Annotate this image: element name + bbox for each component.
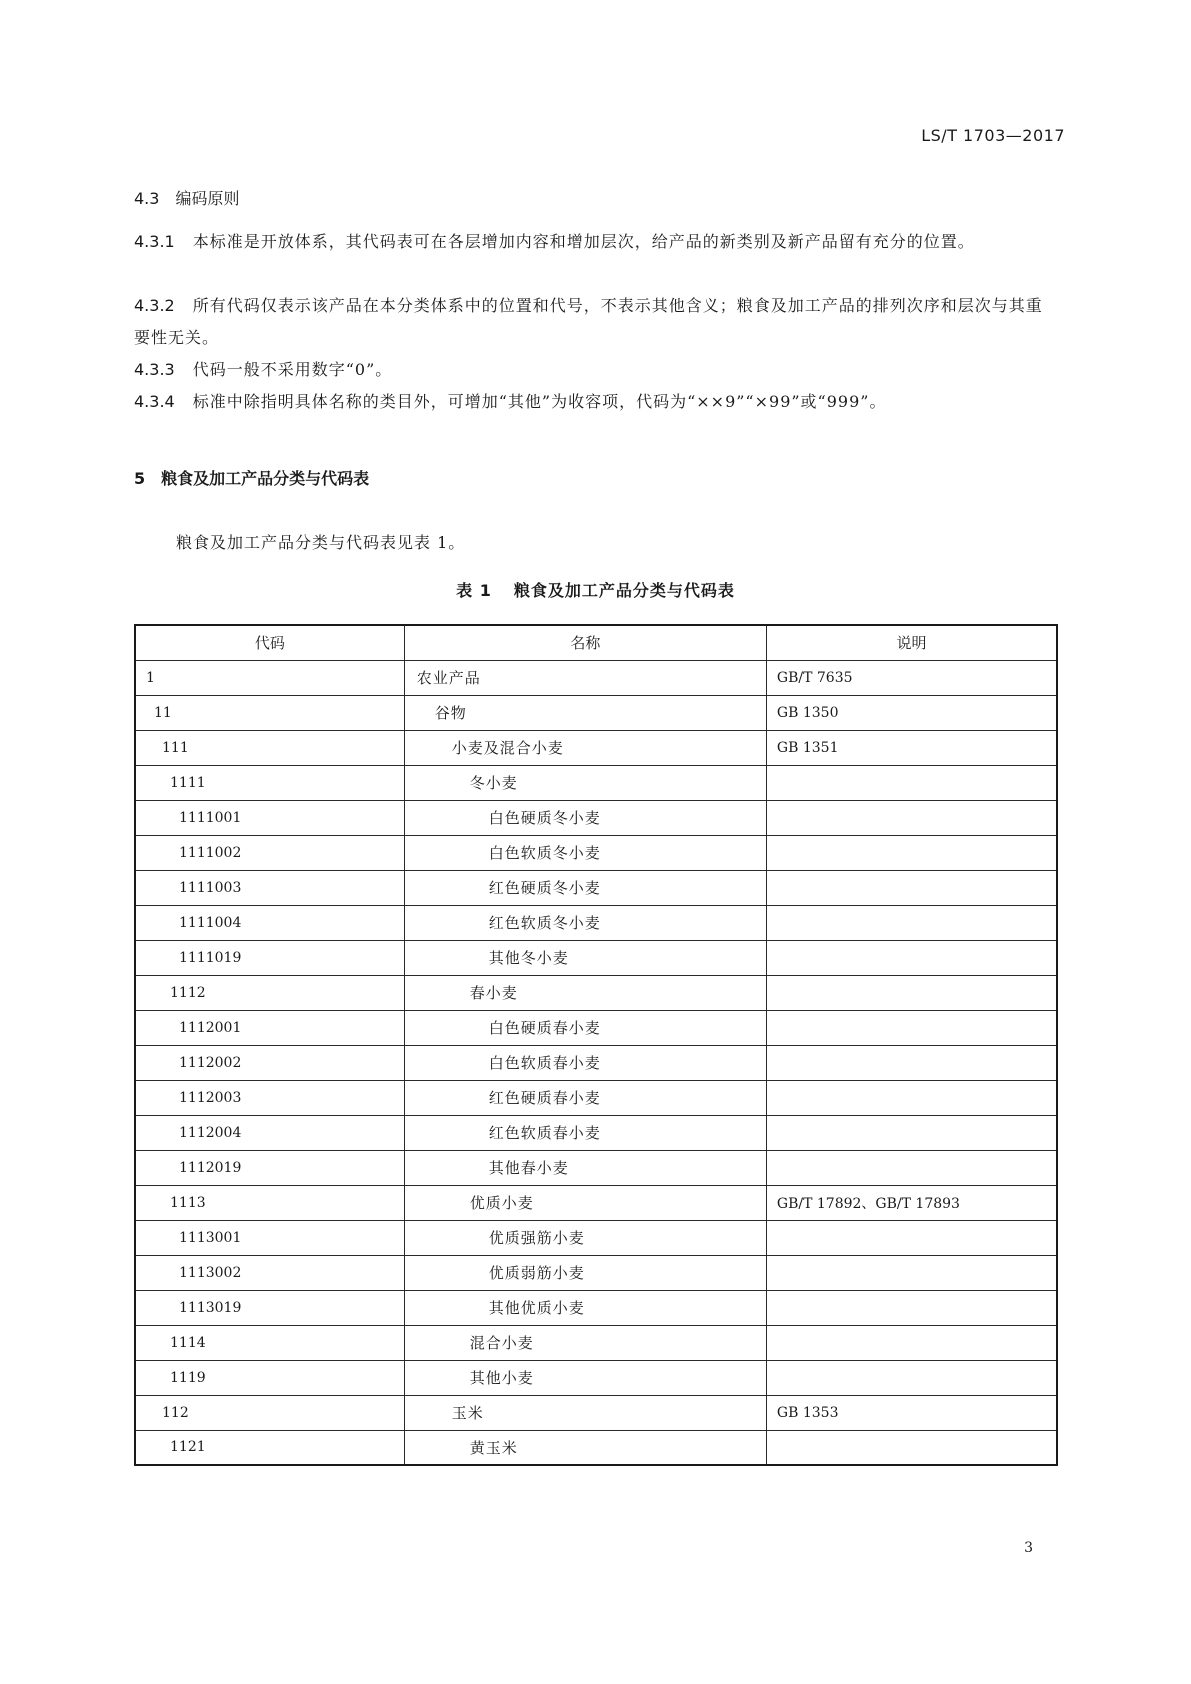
cell-note — [766, 1010, 1057, 1045]
section-number: 5 — [134, 469, 146, 488]
cell-code: 1112019 — [135, 1150, 404, 1185]
cell-name: 黄玉米 — [404, 1430, 766, 1465]
clause-number: 4.3.3 — [134, 360, 175, 379]
cell-note — [766, 1290, 1057, 1325]
cell-note — [766, 1150, 1057, 1185]
cell-code: 1114 — [135, 1325, 404, 1360]
standard-code: LS/T 1703—2017 — [921, 126, 1065, 145]
cell-code: 112 — [135, 1395, 404, 1430]
clause-text: 本标准是开放体系，其代码表可在各层增加内容和增加层次，给产品的新类别及新产品留有充分的位置。 — [192, 232, 975, 251]
cell-name: 白色软质春小麦 — [404, 1045, 766, 1080]
cell-name: 其他小麦 — [404, 1360, 766, 1395]
table-row — [135, 835, 1057, 870]
clause-text: 标准中除指明具体名称的类目外，可增加“其他”为收容项，代码为“××9”“×99”或“999”。 — [192, 392, 887, 411]
table-row — [135, 1325, 1057, 1360]
cell-note — [766, 1045, 1057, 1080]
cell-code: 1112001 — [135, 1010, 404, 1045]
table-row — [135, 1150, 1057, 1185]
cell-note — [766, 1115, 1057, 1150]
cell-name: 冬小麦 — [404, 765, 766, 800]
section-4-3-heading — [134, 186, 239, 209]
cell-name: 优质弱筋小麦 — [404, 1255, 766, 1290]
table-row — [135, 1045, 1057, 1080]
cell-name: 红色软质春小麦 — [404, 1115, 766, 1150]
table-row — [135, 800, 1057, 835]
table-row — [135, 905, 1057, 940]
cell-code: 1111003 — [135, 870, 404, 905]
cell-code: 1111002 — [135, 835, 404, 870]
cell-note — [766, 905, 1057, 940]
cell-note: GB 1353 — [766, 1395, 1057, 1430]
cell-code: 1121 — [135, 1430, 404, 1465]
cell-name: 其他春小麦 — [404, 1150, 766, 1185]
cell-name: 白色硬质冬小麦 — [404, 800, 766, 835]
cell-note: GB/T 7635 — [766, 660, 1057, 695]
cell-name: 春小麦 — [404, 975, 766, 1010]
cell-code: 1 — [135, 660, 404, 695]
section-5-heading — [134, 466, 369, 489]
cell-note — [766, 1080, 1057, 1115]
table-title: 粮食及加工产品分类与代码表 — [513, 581, 735, 600]
cell-note — [766, 975, 1057, 1010]
cell-code: 1113019 — [135, 1290, 404, 1325]
cell-code: 1111 — [135, 765, 404, 800]
header-code: 代码 — [135, 625, 404, 660]
table-row — [135, 660, 1057, 695]
section-5-paragraph: 粮食及加工产品分类与代码表见表 1。 — [176, 533, 466, 552]
cell-code: 1112003 — [135, 1080, 404, 1115]
table-row — [135, 1290, 1057, 1325]
cell-note — [766, 835, 1057, 870]
cell-note — [766, 765, 1057, 800]
table-row — [135, 940, 1057, 975]
header-name: 名称 — [404, 625, 766, 660]
cell-code: 111 — [135, 730, 404, 765]
table-row — [135, 1080, 1057, 1115]
clause-text: 代码一般不采用数字“0”。 — [192, 360, 393, 379]
table-row — [135, 1010, 1057, 1045]
section-title: 粮食及加工产品分类与代码表 — [161, 469, 370, 488]
cell-name: 白色软质冬小麦 — [404, 835, 766, 870]
table-row — [135, 1430, 1057, 1465]
cell-code: 1113001 — [135, 1220, 404, 1255]
cell-name: 农业产品 — [404, 660, 766, 695]
classification-code-table — [134, 624, 1058, 1466]
clause-4-3-4 — [134, 386, 1057, 418]
table-caption — [0, 578, 1191, 601]
table-row — [135, 1185, 1057, 1220]
table-row — [135, 1360, 1057, 1395]
cell-name: 其他优质小麦 — [404, 1290, 766, 1325]
table-row — [135, 1255, 1057, 1290]
table-row — [135, 1220, 1057, 1255]
table-row — [135, 975, 1057, 1010]
table-row — [135, 870, 1057, 905]
cell-code: 1112 — [135, 975, 404, 1010]
cell-code: 1113 — [135, 1185, 404, 1220]
cell-note — [766, 1220, 1057, 1255]
cell-code: 1111004 — [135, 905, 404, 940]
table-row — [135, 765, 1057, 800]
cell-code: 1119 — [135, 1360, 404, 1395]
clause-text: 所有代码仅表示该产品在本分类体系中的位置和代号，不表示其他含义；粮食及加工产品的排列次序和层次与其重要性无关。 — [134, 296, 1043, 347]
cell-note — [766, 940, 1057, 975]
clause-4-3-1 — [134, 226, 1057, 258]
cell-name: 其他冬小麦 — [404, 940, 766, 975]
cell-note — [766, 870, 1057, 905]
cell-name: 红色硬质春小麦 — [404, 1080, 766, 1115]
cell-note: GB 1351 — [766, 730, 1057, 765]
section-title: 编码原则 — [175, 189, 240, 208]
cell-name: 谷物 — [404, 695, 766, 730]
table-header-row — [135, 625, 1057, 660]
cell-code: 11 — [135, 695, 404, 730]
section-number: 4.3 — [134, 189, 160, 208]
cell-note: GB 1350 — [766, 695, 1057, 730]
cell-note — [766, 1255, 1057, 1290]
table-row — [135, 695, 1057, 730]
cell-name: 优质小麦 — [404, 1185, 766, 1220]
header-note: 说明 — [766, 625, 1057, 660]
cell-code: 1111019 — [135, 940, 404, 975]
clause-number: 4.3.2 — [134, 296, 175, 315]
table-label: 表 1 — [456, 581, 492, 600]
page-number: 3 — [1024, 1540, 1033, 1556]
cell-note — [766, 1430, 1057, 1465]
cell-name: 红色软质冬小麦 — [404, 905, 766, 940]
cell-name: 红色硬质冬小麦 — [404, 870, 766, 905]
cell-code: 1112002 — [135, 1045, 404, 1080]
table-row — [135, 1115, 1057, 1150]
table-row — [135, 1395, 1057, 1430]
cell-name: 优质强筋小麦 — [404, 1220, 766, 1255]
table-row — [135, 730, 1057, 765]
clause-number: 4.3.1 — [134, 232, 175, 251]
cell-name: 小麦及混合小麦 — [404, 730, 766, 765]
cell-code: 1113002 — [135, 1255, 404, 1290]
cell-name: 混合小麦 — [404, 1325, 766, 1360]
cell-note — [766, 800, 1057, 835]
cell-name: 白色硬质春小麦 — [404, 1010, 766, 1045]
cell-code: 1111001 — [135, 800, 404, 835]
cell-name: 玉米 — [404, 1395, 766, 1430]
cell-note — [766, 1325, 1057, 1360]
clause-4-3-3 — [134, 354, 1057, 386]
cell-note: GB/T 17892、GB/T 17893 — [766, 1185, 1057, 1220]
cell-code: 1112004 — [135, 1115, 404, 1150]
clause-number: 4.3.4 — [134, 392, 175, 411]
cell-note — [766, 1360, 1057, 1395]
clause-4-3-2 — [134, 290, 1057, 354]
